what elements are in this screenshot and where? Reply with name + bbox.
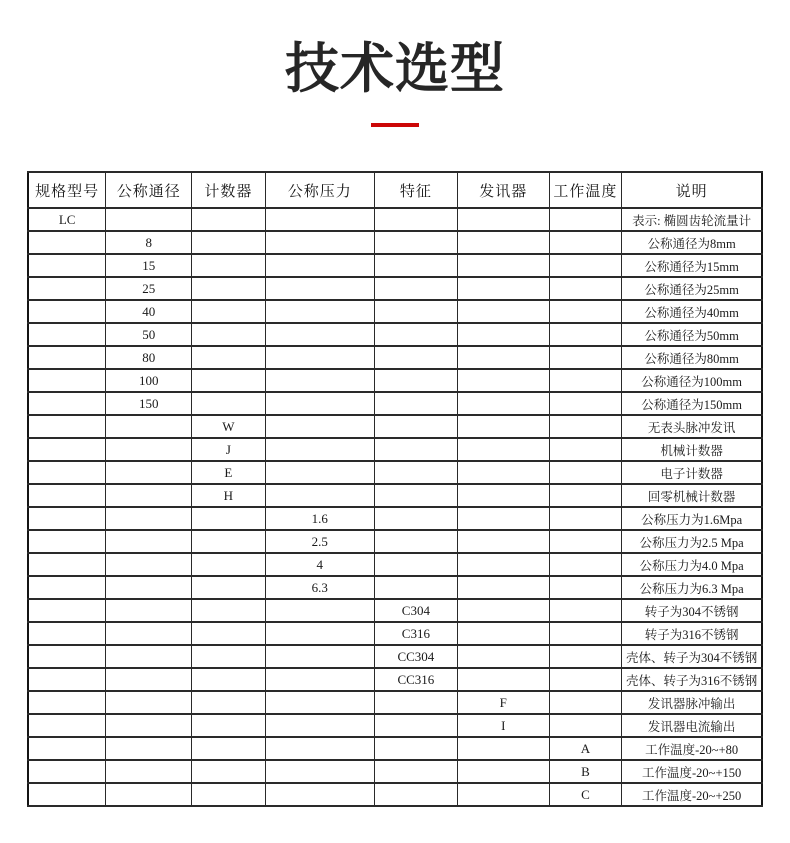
code-cell [28,392,106,415]
description-cell: 工作温度-20~+150 [622,760,762,783]
description-cell: 公称通径为15mm [622,254,762,277]
code-cell [374,438,457,461]
description-cell: 公称压力为2.5 Mpa [622,530,762,553]
table-row [28,484,762,507]
code-cell [374,415,457,438]
code-cell [192,553,265,576]
code-cell [265,346,374,369]
table-row [28,691,762,714]
code-cell [106,622,192,645]
code-cell [192,323,265,346]
code-cell [28,300,106,323]
table-row [28,323,762,346]
code-cell [374,691,457,714]
code-cell: B [549,760,622,783]
description-cell: 转子为316不锈钢 [622,622,762,645]
code-cell [374,231,457,254]
page-title: 技术选型 [285,39,505,99]
table-row [28,760,762,783]
code-cell [265,323,374,346]
code-cell [28,599,106,622]
table-row [28,783,762,806]
code-cell [265,691,374,714]
code-cell [265,438,374,461]
code-cell [374,277,457,300]
code-cell [192,599,265,622]
code-cell [192,254,265,277]
table-row [28,668,762,691]
code-cell [106,691,192,714]
code-cell [28,760,106,783]
code-cell [549,461,622,484]
code-cell [28,438,106,461]
table-row [28,208,762,231]
code-cell [28,369,106,392]
code-cell: J [192,438,265,461]
code-cell: C304 [374,599,457,622]
code-cell [265,668,374,691]
table-body [28,208,762,806]
code-cell [106,714,192,737]
code-cell [549,346,622,369]
code-cell [457,415,549,438]
code-cell [457,438,549,461]
code-cell [106,668,192,691]
code-cell [28,415,106,438]
description-cell: 公称通径为50mm [622,323,762,346]
code-cell [265,599,374,622]
code-cell [457,576,549,599]
table-row [28,507,762,530]
header-working-temperature: 工作温度 [549,172,622,208]
code-cell [457,392,549,415]
code-cell [549,323,622,346]
code-cell [192,760,265,783]
table-row [28,599,762,622]
description-cell: 无表头脉冲发讯 [622,415,762,438]
code-cell [374,737,457,760]
code-cell [106,783,192,806]
code-cell [192,346,265,369]
code-cell [28,484,106,507]
description-cell: 壳体、转子为316不锈钢 [622,668,762,691]
code-cell [374,323,457,346]
code-cell [265,369,374,392]
code-cell [549,576,622,599]
code-cell: 50 [106,323,192,346]
header-feature: 特征 [374,172,457,208]
code-cell [106,530,192,553]
code-cell: 25 [106,277,192,300]
header-counter: 计数器 [192,172,265,208]
code-cell [265,392,374,415]
table-row [28,415,762,438]
code-cell [549,300,622,323]
code-cell [106,576,192,599]
code-cell: 8 [106,231,192,254]
code-cell [549,507,622,530]
code-cell [457,208,549,231]
code-cell [265,760,374,783]
code-cell [374,576,457,599]
code-cell [457,231,549,254]
code-cell [106,507,192,530]
code-cell: 40 [106,300,192,323]
code-cell [28,714,106,737]
code-cell [106,737,192,760]
code-cell [28,622,106,645]
code-cell [28,530,106,553]
code-cell [374,461,457,484]
code-cell [192,691,265,714]
code-cell [192,622,265,645]
code-cell [549,231,622,254]
code-cell [265,645,374,668]
code-cell [192,507,265,530]
code-cell [374,346,457,369]
table-row [28,346,762,369]
code-cell: A [549,737,622,760]
code-cell [457,323,549,346]
code-cell [549,622,622,645]
code-cell [28,254,106,277]
table-row [28,369,762,392]
code-cell [265,277,374,300]
description-cell: 转子为304不锈钢 [622,599,762,622]
code-cell [457,507,549,530]
description-cell: 公称通径为100mm [622,369,762,392]
code-cell: CC304 [374,645,457,668]
code-cell [192,576,265,599]
code-cell [374,714,457,737]
code-cell [457,645,549,668]
code-cell [549,415,622,438]
code-cell [265,622,374,645]
code-cell [192,277,265,300]
code-cell [457,530,549,553]
code-cell [192,231,265,254]
code-cell [265,737,374,760]
code-cell [106,415,192,438]
model-selection-table [27,171,763,807]
code-cell: 80 [106,346,192,369]
title-accent-divider [371,123,419,127]
code-cell [106,438,192,461]
code-cell [549,668,622,691]
code-cell [374,300,457,323]
code-cell [374,392,457,415]
code-cell [549,599,622,622]
code-cell: CC316 [374,668,457,691]
code-cell [374,208,457,231]
code-cell [457,599,549,622]
description-cell: 回零机械计数器 [622,484,762,507]
code-cell [106,599,192,622]
code-cell: W [192,415,265,438]
description-cell: 工作温度-20~+80 [622,737,762,760]
code-cell: E [192,461,265,484]
code-cell [28,346,106,369]
code-cell [28,783,106,806]
code-cell [549,645,622,668]
code-cell [457,277,549,300]
code-cell [549,254,622,277]
code-cell [457,668,549,691]
code-cell [265,254,374,277]
code-cell: I [457,714,549,737]
description-cell: 公称压力为6.3 Mpa [622,576,762,599]
code-cell [549,208,622,231]
code-cell: 2.5 [265,530,374,553]
code-cell [28,645,106,668]
table-row [28,438,762,461]
header-spec-model: 规格型号 [28,172,106,208]
code-cell: C316 [374,622,457,645]
table-row [28,530,762,553]
table-row [28,277,762,300]
code-cell [265,461,374,484]
code-cell [192,645,265,668]
code-cell [28,737,106,760]
code-cell [549,392,622,415]
code-cell [192,668,265,691]
table-row [28,231,762,254]
code-cell [192,392,265,415]
code-cell [374,484,457,507]
description-cell: 公称压力为4.0 Mpa [622,553,762,576]
code-cell [265,415,374,438]
code-cell [457,369,549,392]
table-row [28,714,762,737]
description-cell: 机械计数器 [622,438,762,461]
code-cell [265,714,374,737]
code-cell [549,530,622,553]
code-cell [106,461,192,484]
code-cell [549,484,622,507]
table-row [28,300,762,323]
code-cell [549,553,622,576]
table-row [28,576,762,599]
header-nominal-diameter: 公称通径 [106,172,192,208]
description-cell: 表示: 椭圆齿轮流量计 [622,208,762,231]
code-cell [374,553,457,576]
code-cell [192,783,265,806]
description-cell: 公称压力为1.6Mpa [622,507,762,530]
code-cell [28,507,106,530]
code-cell: F [457,691,549,714]
code-cell: LC [28,208,106,231]
table-row [28,553,762,576]
code-cell [457,553,549,576]
code-cell [192,208,265,231]
table-row [28,392,762,415]
code-cell [106,645,192,668]
description-cell: 公称通径为150mm [622,392,762,415]
code-cell [549,714,622,737]
description-cell: 壳体、转子为304不锈钢 [622,645,762,668]
code-cell [28,277,106,300]
code-cell [374,530,457,553]
description-cell: 发讯器脉冲输出 [622,691,762,714]
code-cell [457,622,549,645]
table-row [28,461,762,484]
code-cell: 6.3 [265,576,374,599]
code-cell [374,760,457,783]
table-row [28,622,762,645]
code-cell [457,300,549,323]
code-cell [28,323,106,346]
code-cell [374,783,457,806]
code-cell [457,346,549,369]
code-cell: H [192,484,265,507]
table-row [28,645,762,668]
description-cell: 公称通径为8mm [622,231,762,254]
header-description: 说明 [622,172,762,208]
code-cell [28,576,106,599]
code-cell: 100 [106,369,192,392]
description-cell: 工作温度-20~+250 [622,783,762,806]
code-cell [28,553,106,576]
table-row [28,737,762,760]
description-cell: 发讯器电流输出 [622,714,762,737]
code-cell [106,760,192,783]
code-cell [457,461,549,484]
code-cell: C [549,783,622,806]
code-cell: 1.6 [265,507,374,530]
description-cell: 公称通径为80mm [622,346,762,369]
code-cell [457,737,549,760]
code-cell: 4 [265,553,374,576]
code-cell [549,369,622,392]
code-cell [549,438,622,461]
code-cell [106,484,192,507]
header-nominal-pressure: 公称压力 [265,172,374,208]
code-cell [374,507,457,530]
code-cell [106,553,192,576]
code-cell [549,277,622,300]
code-cell [374,369,457,392]
code-cell [28,691,106,714]
code-cell [374,254,457,277]
code-cell [457,484,549,507]
code-cell [192,714,265,737]
code-cell [265,484,374,507]
description-cell: 电子计数器 [622,461,762,484]
code-cell [265,208,374,231]
code-cell [457,254,549,277]
code-cell: 150 [106,392,192,415]
code-cell [192,737,265,760]
code-cell [265,783,374,806]
code-cell [457,783,549,806]
description-cell: 公称通径为40mm [622,300,762,323]
header-transmitter: 发讯器 [457,172,549,208]
code-cell [106,208,192,231]
code-cell [28,668,106,691]
code-cell [265,300,374,323]
code-cell [28,461,106,484]
code-cell [192,369,265,392]
code-cell: 15 [106,254,192,277]
code-cell [192,530,265,553]
code-cell [457,760,549,783]
code-cell [265,231,374,254]
code-cell [192,300,265,323]
description-cell: 公称通径为25mm [622,277,762,300]
code-cell [549,691,622,714]
code-cell [28,231,106,254]
table-header-row [28,172,762,208]
table-row [28,254,762,277]
